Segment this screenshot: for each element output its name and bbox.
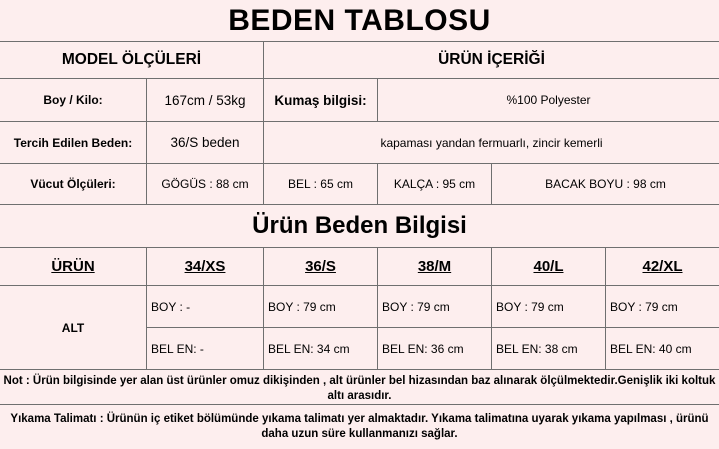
fabric-label: Kumaş bilgisi: — [264, 79, 378, 122]
size-bel-36s: BEL EN: 34 cm — [264, 328, 378, 370]
size-boy-38m: BOY : 79 cm — [378, 286, 492, 328]
product-content-header: ÜRÜN İÇERİĞİ — [264, 42, 719, 79]
size-bel-42xl: BEL EN: 40 cm — [606, 328, 719, 370]
size-table-product-header: ÜRÜN — [0, 248, 147, 286]
body-measurements-label: Vücut Ölçüleri: — [0, 164, 147, 205]
closure-note: kapaması yandan fermuarlı, zincir kemerli — [264, 122, 719, 164]
size-boy-34xs: BOY : - — [147, 286, 264, 328]
waist-measurement: BEL : 65 cm — [264, 164, 378, 205]
size-header-38m: 38/M — [378, 248, 492, 286]
leg-length-measurement: BACAK BOYU : 98 cm — [492, 164, 719, 205]
hip-measurement: KALÇA : 95 cm — [378, 164, 492, 205]
size-boy-36s: BOY : 79 cm — [264, 286, 378, 328]
model-measurements-header: MODEL ÖLÇÜLERİ — [0, 42, 264, 79]
size-boy-40l: BOY : 79 cm — [492, 286, 606, 328]
product-name-alt: ALT — [0, 286, 147, 370]
size-boy-42xl: BOY : 79 cm — [606, 286, 719, 328]
chest-measurement: GÖGÜS : 88 cm — [147, 164, 264, 205]
size-info-title: Ürün Beden Bilgisi — [0, 205, 719, 248]
size-bel-34xs: BEL EN: - — [147, 328, 264, 370]
washing-instructions: Yıkama Talimatı : Ürünün iç etiket bölümünde yıkama talimatı yer almaktadır. Yıkama talimatına uyarak yıkama yapılması , ürünü daha uzun süre kullanmanızı sağlar. — [10, 413, 709, 440]
size-bel-40l: BEL EN: 38 cm — [492, 328, 606, 370]
preferred-size-label: Tercih Edilen Beden: — [0, 122, 147, 164]
measurement-note: Not : Ürün bilgisinde yer alan üst ürünler omuz dikişinden , alt ürünler bel hizasından baz alınarak ölçülmektedir.Genişlik iki koltuk altı arasıdır. — [0, 372, 719, 405]
preferred-size-value: 36/S beden — [147, 122, 264, 164]
fabric-value: %100 Polyester — [378, 79, 719, 122]
size-header-34xs: 34/XS — [147, 248, 264, 286]
size-header-40l: 40/L — [492, 248, 606, 286]
size-bel-38m: BEL EN: 36 cm — [378, 328, 492, 370]
page-title: BEDEN TABLOSU — [0, 0, 719, 42]
height-weight-value: 167cm / 53kg — [147, 79, 264, 122]
size-header-42xl: 42/XL — [606, 248, 719, 286]
size-header-36s: 36/S — [264, 248, 378, 286]
height-weight-label: Boy / Kilo: — [0, 79, 147, 122]
